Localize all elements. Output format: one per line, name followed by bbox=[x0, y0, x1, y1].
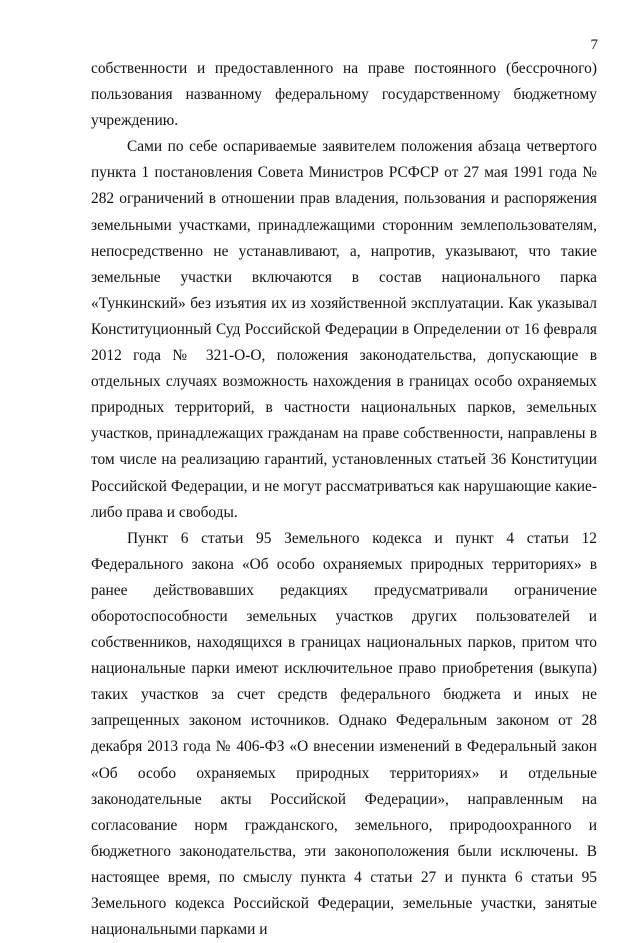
page-number: 7 bbox=[590, 37, 598, 53]
paragraph-continued: собственности и предоставленного на праве постоянного (бессрочного) пользования названному федеральному государственному бюджетному учреждению. bbox=[91, 60, 597, 130]
document-body bbox=[91, 56, 597, 943]
paragraph: Пункт 6 статьи 95 Земельного кодекса и пункт 4 статьи 12 Федерального закона «Об особо охраняемых природных территориях» в ранее действовавших редакциях предусматривали ограничение оборотоспособности земельных участков других пользователей и собственников, находящихся в границах национальных парков, притом что национальные парки имеют исключительное право приобретения (выкупа) таких участков за счет средств федерального бюджета и иных не запрещенных законом источников. Однако Федеральным законом от 28 декабря 2013 года № 406-ФЗ «О внесении изменений в Федеральный закон «Об особо охраняемых природных территориях» и отдельные законодательные акты Российской Федерации», направленным на согласование норм гражданского, земельного, природоохранного и бюджетного законодательства, эти законоположения были исключены. В настоящее время, по смыслу пункта 4 статьи 27 и пункта 6 статьи 95 Земельного кодекса Российской Федерации, земельные участки, занятые национальными парками и bbox=[91, 529, 597, 939]
paragraph: Сами по себе оспариваемые заявителем положения абзаца четвертого пункта 1 постановления Совета Министров РСФСР от 27 мая 1991 года № 282 ограничений в отношении прав владения, пользования и распоряжения земельными участками, принадлежащими сторонним землепользователям, непосредственно не устанавливают, а, напротив, указывают, что такие земельные участки включаются в состав национального парка «Тункинский» без изъятия их из хозяйственной эксплуатации. Как указывал Конституционный Суд Российской Федерации в Определении от 16 февраля 2012 года № 321-О-О, положения законодательства, допускающие в отдельных случаях возможность нахождения в границах особо охраняемых природных территорий, в частности национальных парков, земельных участков, принадлежащих гражданам на праве собственности, направлены в том числе на реализацию гарантий, установленных статьей 36 Конституции Российской Федерации, и не могут рассматриваться как нарушающие какие-либо права и свободы. bbox=[91, 138, 597, 521]
